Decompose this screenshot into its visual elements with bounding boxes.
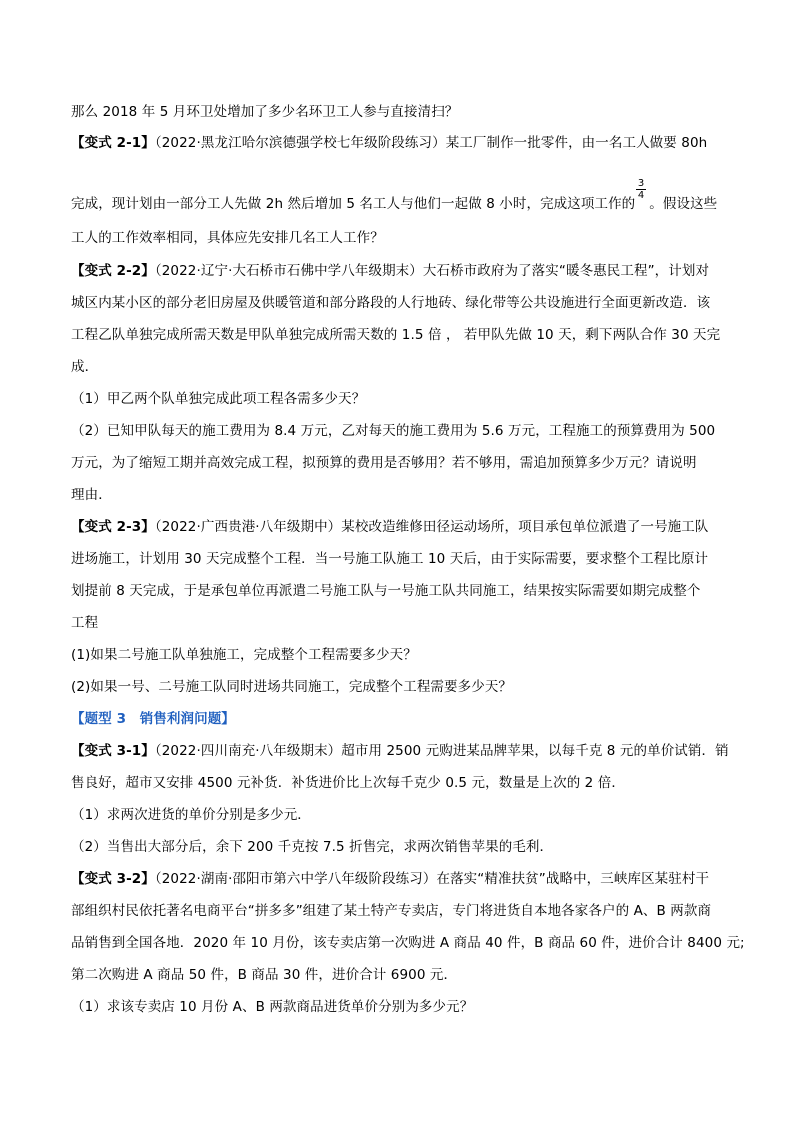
text-line: 划提前 8 天完成，于是承包单位再派遣二号施工队与一号施工队共同施工，结果按实际需要如期完成整个 [71,583,701,599]
problem-3-1-header: 【变式 3-1】（2022·四川南充·八年级期末）超市用 2500 元购进某品牌苹果，以每千克 8 元的单价试销．销 [71,743,729,759]
text-line: 工人的工作效率相同，具体应先安排几名工人工作？ [71,230,384,246]
text-line: 万元，为了缩短工期并高效完成工程，拟预算的费用是否够用？若不够用，需追加预算多少万元？请说明 [71,455,697,471]
variant-tag: 【变式 3-2】 [71,871,155,887]
question-2: （2）已知甲队每天的施工费用为 8.4 万元，乙对每天的施工费用为 5.6 万元，工程施工的预算费用为 500 [71,423,716,439]
text-line: 部组织村民依托著名电商平台“拼多多”组建了某土特产专卖店，专门将进货自本地各家各户的 A、B 两款商 [71,903,712,919]
variant-tag: 【变式 3-1】 [71,743,155,759]
text-line: 城区内某小区的部分老旧房屋及供暖管道和部分路段的人行地砖、绿化带等公共设施进行全面更新改造．该 [71,295,711,311]
text-line: 第二次购进 A 商品 50 件，B 商品 30 件，进价合计 6900 元． [71,967,458,983]
problem-3-2-header: 【变式 3-2】（2022·湖南·邵阳市第六中学八年级阶段练习）在落实“精准扶贫”战略中，三峡库区某驻村干 [71,871,710,887]
text-line: 品销售到全国各地．2020 年 10 月份，该专卖店第一次购进 A 商品 40 件，B 商品 60 件，进价合计 8400 元; [71,935,745,951]
text-line: 工程乙队单独完成所需天数是甲队单独完成所需天数的 1.5 倍 ， 若甲队先做 10 天，剩下两队合作 30 天完 [71,327,721,343]
section-heading: 【题型 3 销售利润问题】 [71,711,235,727]
question-1: （1）甲乙两个队单独完成此项工程各需多少天？ [71,391,366,407]
variant-tag: 【变式 2-2】 [71,263,155,279]
text-line: 售良好，超市又安排 4500 元补货．补货进价比上次每千克少 0.5 元，数量是上次的 2 倍． [71,775,625,791]
problem-2-3-header: 【变式 2-3】（2022·广西贵港·八年级期中）某校改造维修田径运动场所，项目承包单位派遣了一号施工队 [71,519,709,535]
text-line: 工程 [71,615,99,631]
text-line: 进场施工，计划用 30 天完成整个工程．当一号施工队施工 10 天后，由于实际需要，要求整个工程比原计 [71,551,709,567]
question-2: （2）当售出大部分后，余下 200 千克按 7.5 折售完，求两次销售苹果的毛利． [71,839,554,855]
problem-2-2-header: 【变式 2-2】（2022·辽宁·大石桥市石佛中学八年级期末）大石桥市政府为了落实“暖冬惠民工程”，计划对 [71,263,710,279]
question-1: （1）求该专卖店 10 月份 A、B 两款商品进货单价分别为多少元？ [71,999,474,1015]
problem-2-1-header: 【变式 2-1】（2022·黑龙江哈尔滨德强学校七年级阶段练习）某工厂制作一批零件，由一名工人做要 80h [71,135,708,151]
question-2: (2)如果一号、二号施工队同时进场共同施工，完成整个工程需要多少天？ [71,679,513,695]
variant-tag: 【变式 2-1】 [71,135,155,151]
text-line: 理由． [71,487,112,503]
question-1: （1）求两次进货的单价分别是多少元． [71,807,311,823]
question-1: (1)如果二号施工队单独施工，完成整个工程需要多少天？ [71,647,417,663]
text-line: 完成，现计划由一部分工人先做 2h 然后增加 5 名工人与他们一起做 8 小时，完成这项工作的 。假设这些 [71,196,718,212]
text-line: 那么 2018 年 5 月环卫处增加了多少名环卫工人参与直接清扫？ [71,104,459,120]
fraction-three-quarters: $\frac{3}{4}$ [637,178,645,201]
text-line: 成． [71,359,99,375]
variant-tag: 【变式 2-3】 [71,519,155,535]
